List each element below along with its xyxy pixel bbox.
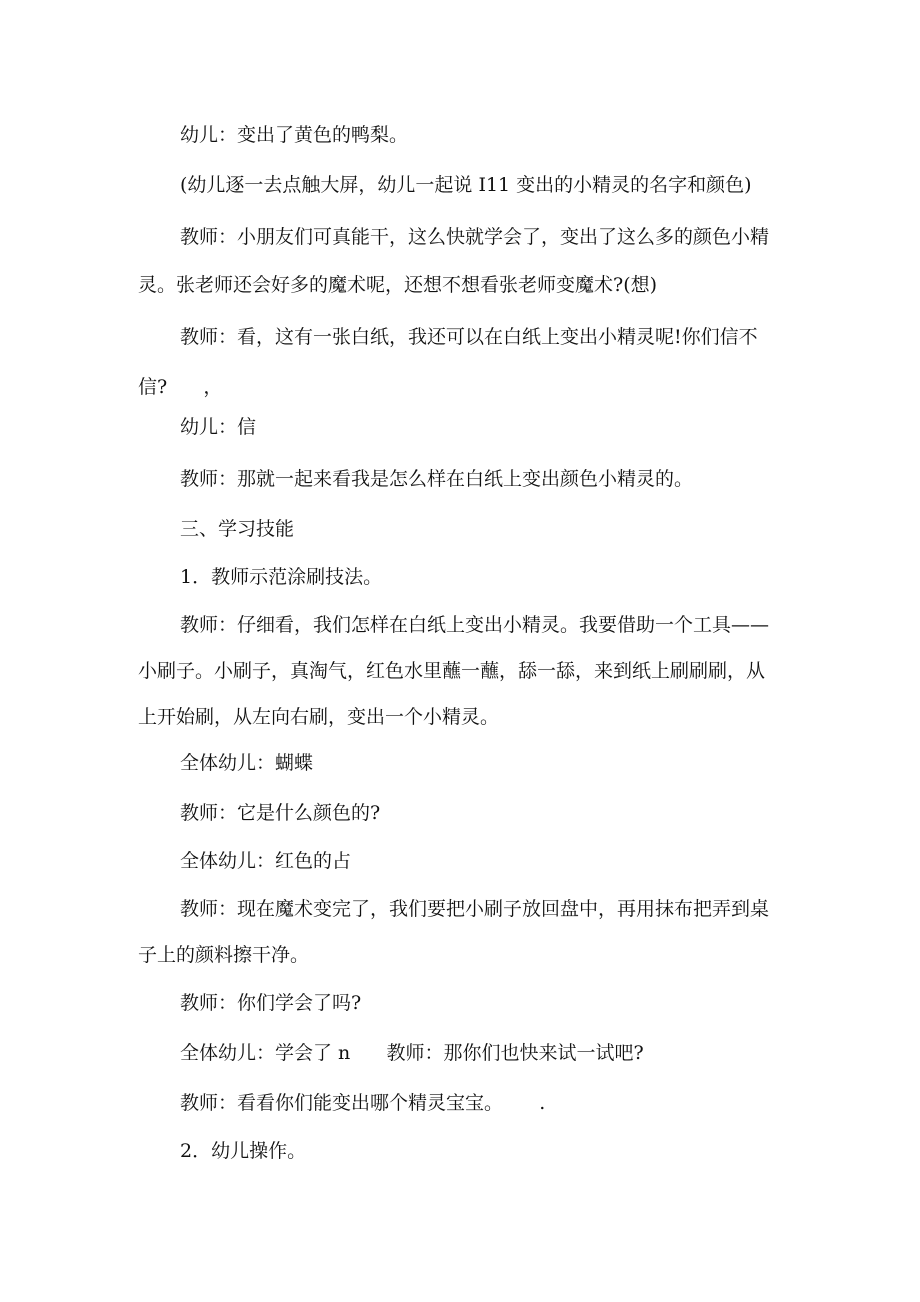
text-line: 小刷子。小刷子，真淘气，红色水里蘸一蘸，舔一舔，来到纸上刷刷刷，从 xyxy=(138,660,766,682)
text-line: 教师：看看你们能变出哪个精灵宝宝。 . xyxy=(180,1092,546,1114)
text-line: 灵。张老师还会好多的魔术呢，还想不想看张老师变魔术?(想) xyxy=(138,274,658,296)
text-line: 教师：它是什么颜色的? xyxy=(180,802,381,824)
text-line: 教师：现在魔术变完了，我们要把小刷子放回盘中，再用抹布把弄到桌 xyxy=(180,898,770,920)
text-line: 1．教师示范涂刷技法。 xyxy=(180,566,383,588)
subsection-heading-2 xyxy=(0,1128,920,1266)
text-line: 教师：仔细看，我们怎样在白纸上变出小精灵。我要借助一个工具—— xyxy=(180,614,770,636)
text-line: 教师：小朋友们可真能干，这么快就学会了，变出了这么多的颜色小精 xyxy=(180,226,770,248)
text-line: 子上的颜料擦干净。 xyxy=(138,944,310,966)
text-line: 全体幼儿：蝴蝶 xyxy=(180,752,314,774)
text-line: 信? ， xyxy=(138,376,223,398)
text-line: 幼儿：信 xyxy=(180,416,257,438)
text-line: 教师：你们学会了吗? xyxy=(180,992,362,1014)
text-line: 幼儿：变出了黄色的鸭梨。 xyxy=(180,124,409,146)
text-line: 三、学习技能 xyxy=(180,518,295,540)
text-line: 全体幼儿：学会了 n 教师：那你们也快来试一试吧? xyxy=(180,1042,644,1064)
text-line: 全体幼儿：红色的占 xyxy=(180,850,352,872)
text-line: 上开始刷，从左向右刷，变出一个小精灵。 xyxy=(138,706,500,728)
text-line: 教师：那就一起来看我是怎么样在白纸上变出颜色小精灵的。 xyxy=(180,468,694,490)
text-line: 教师：看，这有一张白纸，我还可以在白纸上变出小精灵呢!你们信不 xyxy=(180,326,758,348)
text-line: 2．幼儿操作。 xyxy=(180,1140,307,1162)
text-line: (幼儿逐一去点触大屏，幼儿一起说 I11 变出的小精灵的名字和颜色) xyxy=(180,174,752,196)
